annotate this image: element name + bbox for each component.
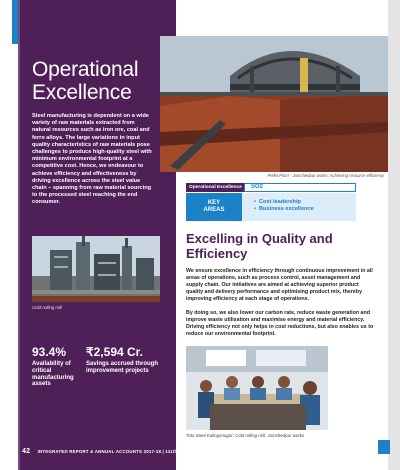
section-heading: Excelling in Quality and Efficiency	[186, 231, 333, 261]
key-areas-label-2: AREAS	[203, 207, 225, 213]
team-meeting-image	[186, 346, 328, 430]
key-area-item: • Business excellence	[254, 206, 356, 213]
stat-savings-label: Savings accrued through improvement projects	[86, 361, 159, 374]
operational-excellence-tab: Operational Excellence	[186, 183, 244, 192]
stat-availability-label: Availability of critical manufacturing assets	[32, 361, 74, 388]
body-paragraph-2: By doing so, we also lower our carbon rate, reduce waste generation and improve waste utilisation and maximise energy and material efficiency. Driving efficiency not only helps in cost reductions, but also enables us to reduce our environmental footprint.	[186, 310, 374, 337]
strategic-objective-tab: SO2	[244, 183, 356, 192]
key-areas-box	[186, 193, 242, 221]
stat-availability-value: 93.4%	[32, 345, 67, 359]
body-paragraph-1: We ensure excellence in efficiency through continuous improvement in all areas of operations, such as process control, asset management and supply chain. Our initiatives are aimed at achieving superior product quality and delivery performance and optimising product mix, thereby improving efficiency at each stage of operations.	[186, 268, 373, 302]
title-line-1: Operational	[32, 58, 139, 81]
blue-accent-strip	[12, 0, 18, 44]
page-number: 42	[22, 448, 31, 455]
key-areas-list	[242, 193, 356, 221]
stockyard-image	[160, 36, 388, 172]
page-title	[32, 58, 172, 104]
meeting-photo-caption: Tata Steel Kalinganagar: Cold rolling mill, Jamshedpur works	[186, 433, 305, 438]
key-areas-label-1: KEY	[207, 200, 221, 206]
page-footer	[22, 448, 192, 455]
stat-availability	[32, 345, 86, 388]
meeting-photo	[186, 346, 328, 430]
raw-material-yard-photo	[160, 36, 388, 172]
yard-photo-caption: Pellet Plant - Jamshedpur works: Achieving resource efficiency	[267, 173, 384, 178]
key-area-item: • Cost leadership	[254, 199, 356, 206]
right-edge-band	[388, 0, 400, 470]
stat-savings-value: ₹2,594 Cr.	[86, 345, 144, 359]
industrial-plant-image	[32, 236, 160, 302]
plant-photo	[32, 236, 160, 302]
blue-corner-marker	[378, 440, 390, 454]
stat-savings	[86, 345, 172, 375]
plant-photo-caption: Cold-rolling mill	[32, 305, 63, 310]
footer-text: INTEGRATED REPORT & ANNUAL ACCOUNTS 2017-18 | 111th YEAR	[37, 449, 192, 454]
title-line-2: Excellence	[32, 81, 132, 104]
intro-paragraph: Steel manufacturing is dependent on a wide variety of raw materials extracted from natural resources such as iron ore, coal and ferro alloys. The large variations in input quality characteristics of raw materials pose challenges to produce high-quality steel with minimum environmental footprint at a competitive cost. Hence, we endeavour to achieve efficiency and effectiveness by driving excellence across the steel value chain – spanning from raw material sourcing to the processed steel reaching the end consumer.	[32, 113, 152, 206]
